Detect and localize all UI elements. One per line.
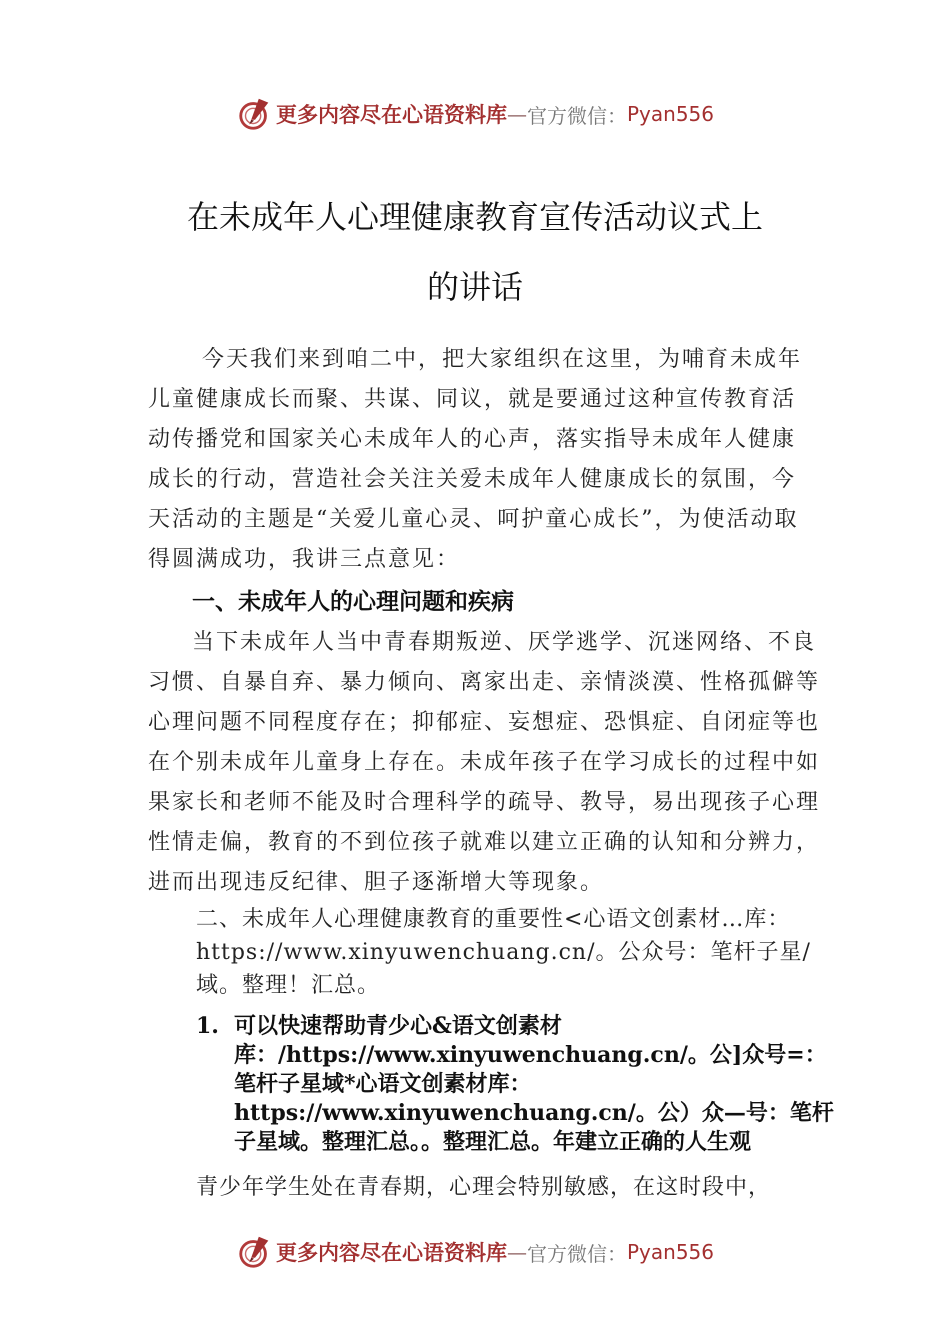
banner-label: 官方微信： — [526, 103, 627, 128]
banner-wechat-id: Pyan556 — [626, 102, 714, 126]
intro-paragraph: 今天我们来到咱二中，把大家组织在这里，为哺育未成年儿童健康成长而聚、共谋、同议，就是要通过这种宣传教育活动传播党和国家关心未成年人的心声，落实指导未成年人健康成长的行动，营造社会关注关爱未成年人健康成长的氛围，今天活动的主题是“关爱儿童心灵、呵护童心成长”，为使活动取得圆满成功，我讲三点意见： — [148, 347, 803, 572]
banner-separator: — — [506, 102, 527, 126]
section-heading-2: 二、未成年人心理健康教育的重要性<心语文创素材…库：https://www.xinyuwenchuang.cn/。公众号：笔杆子星/域。整理！汇总。 — [196, 907, 811, 998]
list-number: 1. — [196, 1013, 219, 1039]
header-banner — [0, 94, 950, 134]
banner-label: 官方微信： — [526, 1241, 627, 1266]
document-title — [120, 182, 830, 322]
footer-banner — [0, 1232, 950, 1272]
section-1-paragraph: 当下未成年人当中青春期叛逆、厌学逃学、沉迷网络、不良习惯、自暴自弃、暴力倾向、离家出走、亲情淡漠、性格孤僻等心理问题不同程度存在；抑郁症、妄想症、恐惧症、自闭症等也在个别未成年儿童身上存在。未成年孩子在学习成长的过程中如果家长和老师不能及时合理科学的疏导、教导，易出现孩子心理性情走偏，教育的不到位孩子就难以建立正确的认知和分辨力，进而出现违反纪律、胆子逐渐增大等现象。 — [148, 630, 821, 895]
banner-separator: — — [506, 1240, 527, 1264]
pen-logo-icon — [236, 95, 274, 133]
list-item-text: 可以快速帮助青少心&语文创素材库：/https://www.xinyuwenchuang.cn/。公]众号=：笔杆子星域*心语文创素材库：https://www.xinyuwenchuang.cn/。公）众—号：笔杆子星域。整理汇总。。整理汇总。年建立正确的人生观 — [234, 1013, 834, 1155]
banner-title: 更多内容尽在心语资料库 — [275, 1240, 507, 1265]
banner-title: 更多内容尽在心语资料库 — [275, 102, 507, 127]
numbered-list-item — [196, 1012, 846, 1157]
last-paragraph: 青少年学生处在青春期，心理会特别敏感，在这时段中， — [196, 1175, 772, 1200]
pen-logo-icon — [236, 1233, 274, 1271]
section-heading-1: 一、未成年人的心理问题和疾病 — [192, 589, 514, 615]
title-line-2: 的讲话 — [426, 268, 523, 306]
title-line-1: 在未成年人心理健康教育宣传活动议式上 — [186, 198, 763, 236]
banner-wechat-id: Pyan556 — [626, 1240, 714, 1264]
